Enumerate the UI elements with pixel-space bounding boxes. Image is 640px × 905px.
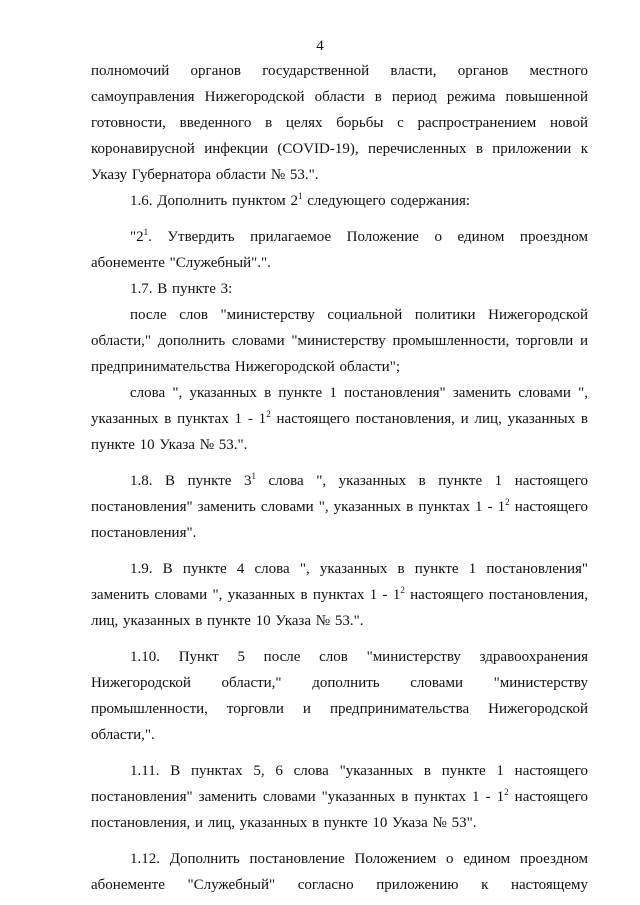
paragraph-text: 1.6. Дополнить пунктом 2 — [130, 193, 298, 209]
paragraph-text: "2 — [130, 229, 144, 245]
page-number: 4 — [316, 38, 324, 54]
paragraph-1-6 — [91, 188, 588, 214]
paragraph-text: настоящего постановления, и лиц, указанных в пункте 10 Указа № 53". — [91, 789, 588, 831]
paragraph-text: следующего содержания: — [302, 193, 471, 209]
paragraph-text: 1.12. Дополнить постановление Положением о едином проездном абонементе "Служебный" согласно приложению к настоящему — [91, 851, 588, 893]
superscript: 1 — [143, 227, 149, 237]
paragraph-text: полномочий органов государственной власти, органов местного самоуправления Нижегородской области в период режима повышенной готовности, введенного в целях борьбы с распространением новой коронавирусной инфекции (COVID-19), перечисленных в приложении к Указу Губернатора области № 53.". — [91, 63, 588, 183]
paragraph-1-11 — [91, 758, 588, 836]
paragraph-text: настоящего постановления, лиц, указанных в пункте 10 Указа № 53.". — [91, 587, 588, 629]
paragraph-words-replace — [91, 380, 588, 458]
superscript: 1 — [297, 191, 303, 201]
superscript: 2 — [400, 585, 405, 595]
paragraph-text: настоящего постановления". — [91, 499, 588, 541]
superscript: 2 — [266, 409, 271, 419]
paragraph-text: слова ", указанных в пункте 1 постановления" заменить словами ", указанных в пунктах 1 - 1 — [91, 385, 588, 427]
document-body — [91, 58, 588, 898]
paragraph-text: настоящего постановления, и лиц, указанных в пункте 10 Указа № 53.". — [91, 411, 588, 453]
paragraph-text: 1.11. В пунктах 5, 6 слова "указанных в пункте 1 настоящего постановления" заменить словами "указанных в пунктах 1 - 1 — [91, 763, 588, 805]
paragraph-1-9 — [91, 556, 588, 634]
superscript: 1 — [251, 471, 256, 481]
paragraph-continuation — [91, 58, 588, 188]
paragraph-1-8 — [91, 468, 588, 546]
paragraph-1-10 — [91, 644, 588, 748]
paragraph-1-7 — [91, 276, 588, 302]
paragraph-text: 1.7. В пункте 3: — [130, 281, 233, 297]
paragraph-text: слова ", указанных в пункте 1 настоящего постановления" заменить словами ", указанных в пунктах 1 - 1 — [91, 473, 588, 515]
paragraph-quote-2-1 — [91, 224, 588, 276]
superscript: 2 — [505, 497, 510, 507]
paragraph-text: 1.9. В пункте 4 слова ", указанных в пункте 1 постановления" заменить словами ", указанных в пунктах 1 - 1 — [91, 561, 588, 603]
superscript: 2 — [504, 787, 509, 797]
paragraph-after-words — [91, 302, 588, 380]
paragraph-1-12 — [91, 846, 588, 898]
paragraph-text: после слов "министерству социальной политики Нижегородской области," дополнить словами "министерству промышленности, торговли и предпринимательства Нижегородской области"; — [91, 307, 588, 375]
paragraph-text: . Утвердить прилагаемое Положение о едином проездном абонементе "Служебный".". — [91, 229, 588, 271]
paragraph-text: 1.8. В пункте 3 — [130, 473, 252, 489]
paragraph-text: 1.10. Пункт 5 после слов "министерству здравоохранения Нижегородской области," дополнить словами "министерству промышленности, торговли и предпринимательства Нижегородской области,". — [91, 649, 588, 743]
